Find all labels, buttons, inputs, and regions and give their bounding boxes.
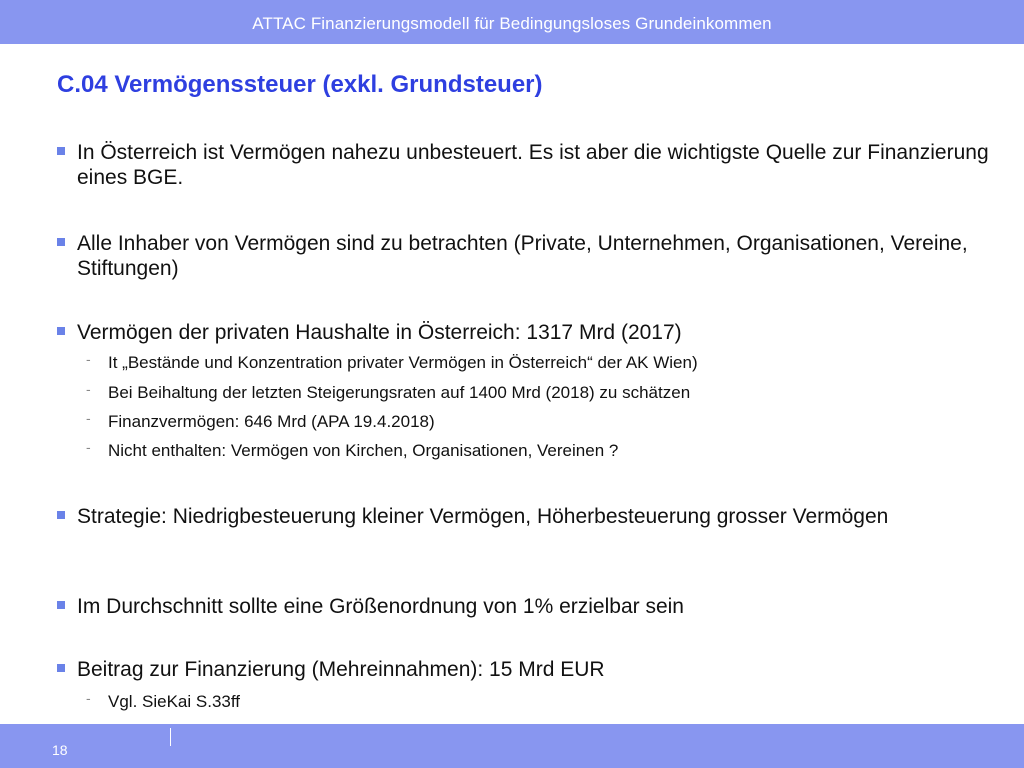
slide-title: C.04 Vermögenssteuer (exkl. Grundsteuer) — [57, 71, 543, 98]
bullet-text: Vermögen der privaten Haushalte in Österreich: 1317 Mrd (2017) — [77, 321, 682, 344]
presentation-title: ATTAC Finanzierungsmodell für Bedingungsloses Grundeinkommen — [252, 14, 772, 33]
dash-bullet-icon: - — [86, 690, 91, 706]
bullet-text: Alle Inhaber von Vermögen sind zu betrachten (Private, Unternehmen, Organisationen, Vereine, Stiftungen) — [77, 232, 968, 280]
square-bullet-icon — [57, 601, 65, 609]
bullet-text: Beitrag zur Finanzierung (Mehreinnahmen): 15 Mrd EUR — [77, 658, 605, 681]
sub-bullet-text: Vgl. SieKai S.33ff — [108, 692, 240, 711]
dash-bullet-icon: - — [86, 381, 91, 397]
bullet-text: In Österreich ist Vermögen nahezu unbesteuert. Es ist aber die wichtigste Quelle zur Finanzierung eines BGE. — [77, 141, 989, 189]
dash-bullet-icon: - — [86, 351, 91, 367]
sub-bullet-text: Bei Beihaltung der letzten Steigerungsraten auf 1400 Mrd (2018) zu schätzen — [108, 383, 691, 402]
square-bullet-icon — [57, 664, 65, 672]
page-number: 18 — [52, 742, 68, 758]
dash-bullet-icon: - — [86, 439, 91, 455]
sub-bullet-text: Finanzvermögen: 646 Mrd (APA 19.4.2018) — [108, 412, 435, 431]
bullet-text: Im Durchschnitt sollte eine Größenordnung von 1% erzielbar sein — [77, 595, 684, 618]
square-bullet-icon — [57, 327, 65, 335]
square-bullet-icon — [57, 511, 65, 519]
footer-bar — [0, 724, 1024, 768]
footer-divider — [170, 728, 171, 746]
square-bullet-icon — [57, 238, 65, 246]
square-bullet-icon — [57, 147, 65, 155]
sub-bullet-text: Nicht enthalten: Vermögen von Kirchen, Organisationen, Vereinen ? — [108, 441, 619, 460]
bullet-text: Strategie: Niedrigbesteuerung kleiner Vermögen, Höherbesteuerung grosser Vermögen — [77, 505, 889, 528]
sub-bullet-text: It „Bestände und Konzentration privater Vermögen in Österreich“ der AK Wien) — [108, 353, 698, 372]
dash-bullet-icon: - — [86, 410, 91, 426]
header-bar — [0, 0, 1024, 44]
